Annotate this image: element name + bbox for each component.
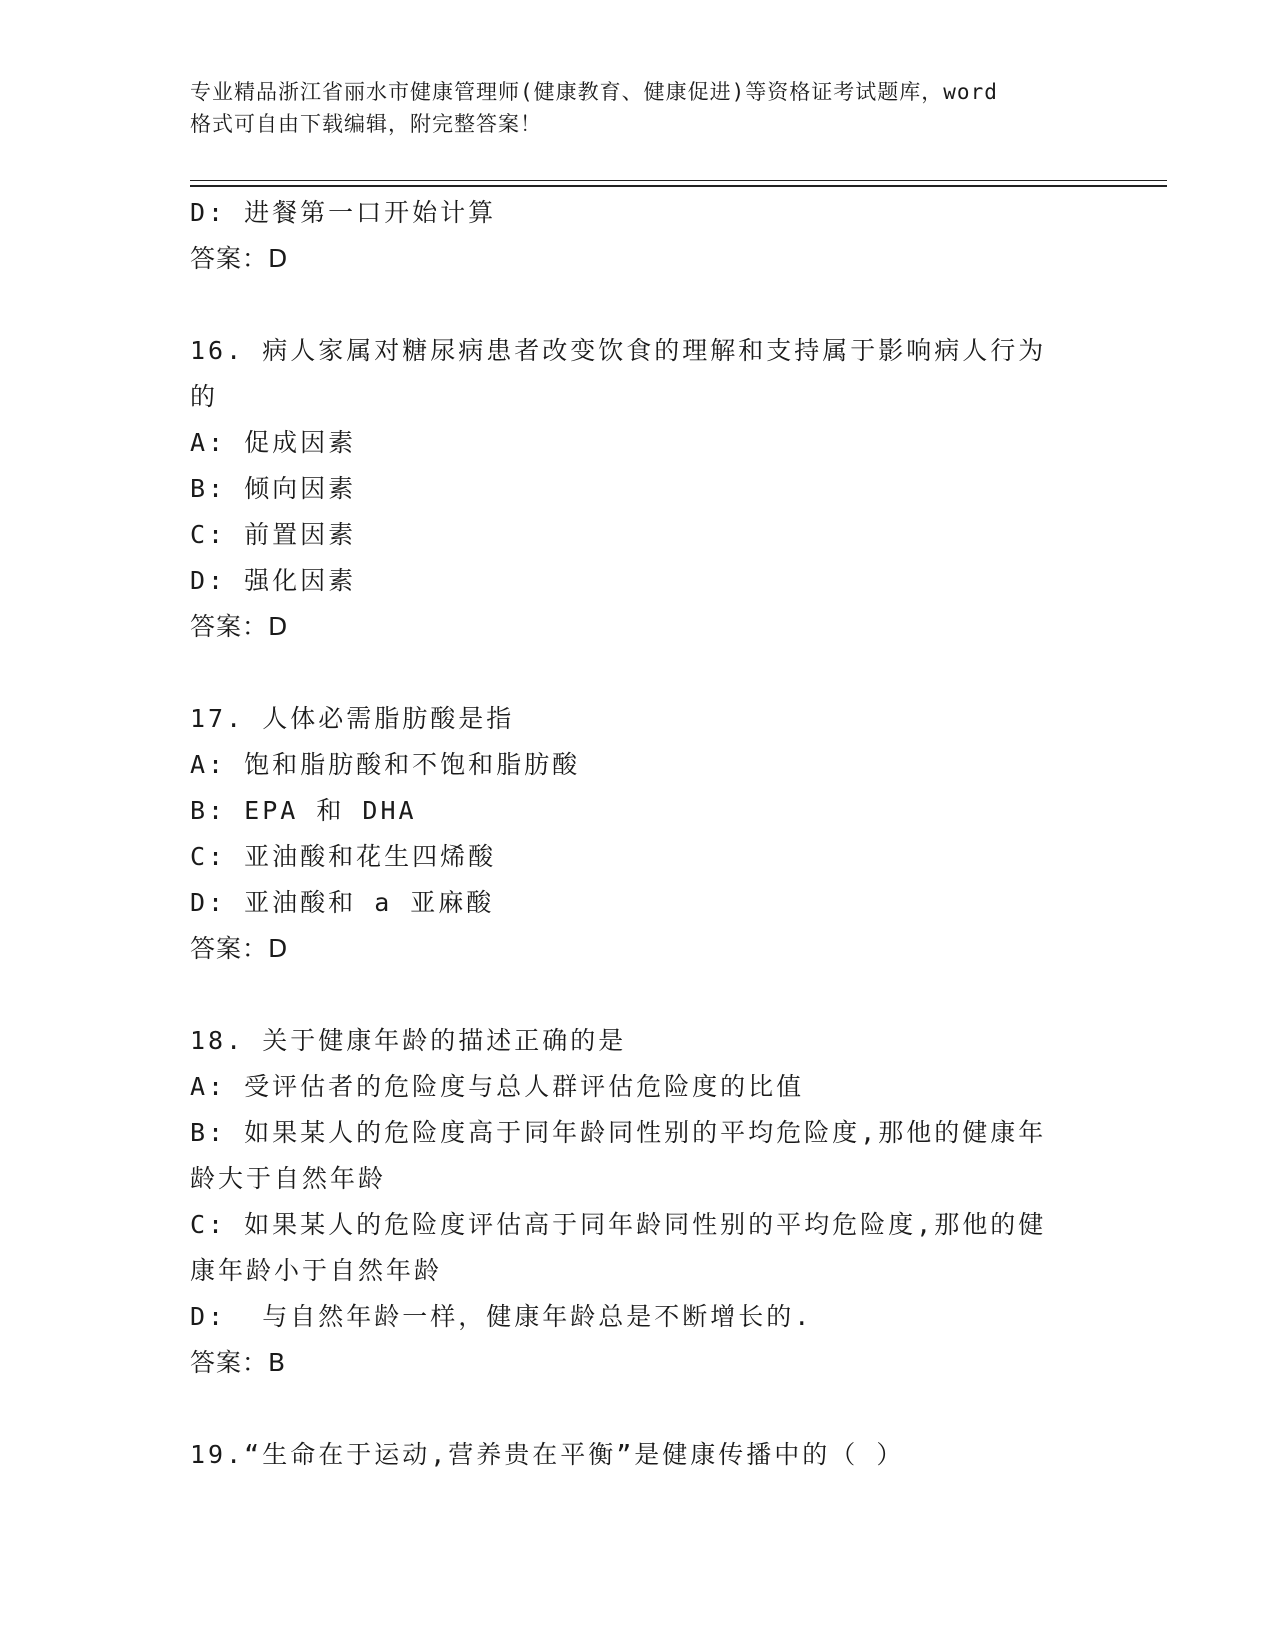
- option-d: D: 进餐第一口开始计算: [190, 198, 497, 227]
- option-b: B: 倾向因素: [190, 474, 357, 503]
- question-stem: 18. 关于健康年龄的描述正确的是: [190, 1026, 627, 1055]
- answer-label: 答案：D: [190, 934, 289, 963]
- question-stem-cont: 的: [190, 382, 219, 411]
- header-line-1: 专业精品浙江省丽水市健康管理师(健康教育、健康促进)等资格证考试题库，word: [190, 80, 998, 104]
- option-b-cont: 龄大于自然年龄: [190, 1164, 387, 1193]
- option-c: C: 亚油酸和花生四烯酸: [190, 842, 497, 871]
- option-a: A: 受评估者的危险度与总人群评估危险度的比值: [190, 1072, 805, 1101]
- question-stem: 19.“生命在于运动,营养贵在平衡”是健康传播中的（ ）: [190, 1440, 905, 1469]
- document-header: [190, 76, 1090, 140]
- option-b: B: 如果某人的危险度高于同年龄同性别的平均危险度,那他的健康年: [190, 1118, 1047, 1147]
- option-a: A: 促成因素: [190, 428, 357, 457]
- question-19: [190, 1432, 1090, 1478]
- header-divider-thick: [190, 185, 1167, 187]
- question-16: [190, 328, 1090, 650]
- answer-label: 答案：B: [190, 1348, 287, 1377]
- answer-label: 答案：D: [190, 612, 289, 641]
- question-stem: 17. 人体必需脂肪酸是指: [190, 704, 515, 733]
- option-c-cont: 康年龄小于自然年龄: [190, 1256, 443, 1285]
- option-c: C: 前置因素: [190, 520, 357, 549]
- answer-label: 答案：D: [190, 244, 289, 273]
- question-stem: 16. 病人家属对糖尿病患者改变饮食的理解和支持属于影响病人行为: [190, 336, 1047, 365]
- option-c: C: 如果某人的危险度评估高于同年龄同性别的平均危险度,那他的健: [190, 1210, 1047, 1239]
- spacer: [190, 1386, 1090, 1432]
- option-d: D: 亚油酸和 a 亚麻酸: [190, 888, 495, 917]
- option-d: D: 与自然年龄一样，健康年龄总是不断增长的.: [190, 1302, 813, 1331]
- question-18: [190, 1018, 1090, 1386]
- question-list: [190, 190, 1090, 1478]
- header-divider-thin: [190, 180, 1167, 181]
- option-d: D: 强化因素: [190, 566, 357, 595]
- spacer: [190, 282, 1090, 328]
- option-a: A: 饱和脂肪酸和不饱和脂肪酸: [190, 750, 581, 779]
- option-b: B: EPA 和 DHA: [190, 796, 417, 825]
- header-line-2: 格式可自由下载编辑，附完整答案！: [190, 112, 542, 136]
- spacer: [190, 650, 1090, 696]
- spacer: [190, 972, 1090, 1018]
- question-17: [190, 696, 1090, 972]
